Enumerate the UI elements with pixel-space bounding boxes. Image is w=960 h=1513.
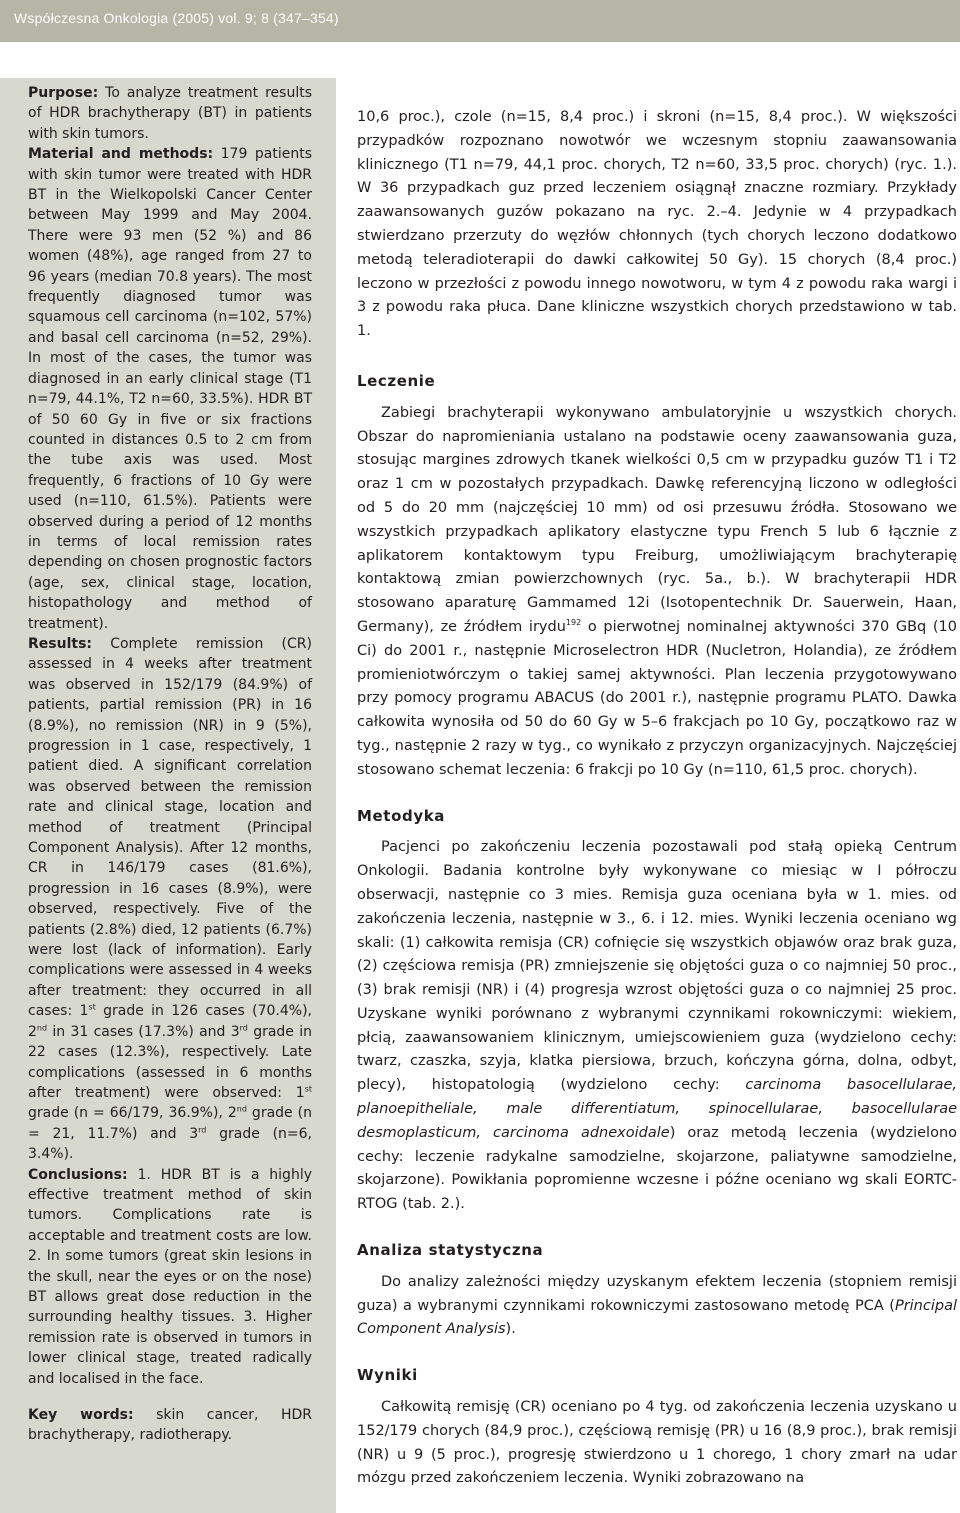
results-text: grade in 126 cases (70.4%), 2 (28, 1003, 312, 1040)
results-text: grade (n=6, 3.4%). (28, 1125, 312, 1163)
section-heading-metodyka: Metodyka (357, 806, 445, 825)
results-text: Complete remission (CR) assessed in 4 weeks after treatment was observed in 152/179 (84.9%) of patients, partial remission (PR) in 16 (8.9%), no remission (NR) in 9 (5%), progression in 1 case, respectively, 1 patient died. A significant correlation was observed between the remission rate and clinical stage, location and method of treatment (Principal Component Analysis). After 12 months, CR in 146/179 cases (81.6%), progression in 16 cases (8.9%), were observed, respectively. Five of the patients (2.8%) died, 12 patients (6.7%) were lost (lack of information). Early complications were assessed in 4 weeks after treatment: they occurred in all cases: 1 (28, 635, 312, 1020)
abstract-column (28, 83, 312, 1446)
wyniki-paragraph: Całkowitą remisję (CR) oceniano po 4 tyg. od zakończenia leczenia uzyskano u 152/179 chorych (84,9 proc.), częściową remisję (PR) u 16 (8,9 proc.), brak remisji (NR) u 9 (5 proc.), progresję stwierdzono u 1 chorego, 1 chory zmarł na udar mózgu przed zakończeniem leczenia. Wyniki zobrazowano na (357, 1399, 957, 1487)
analiza-italic: Principal Component Analysis (357, 1297, 957, 1338)
metodyka-text: ) oraz metodą leczenia (wydzielono cechy: leczenie radykalne samodzielne, skojarzone, paliatywne samodzielne, skojarzone). Powikłania popromienne wczesne i późne oceniano wg skali EORTC-RTOG (tab. 2.). (357, 1124, 958, 1213)
results-text: grade (n = 21, 11.7%) and 3 (28, 1105, 312, 1142)
intro-paragraph: 10,6 proc.), czole (n=15, 8,4 proc.) i skroni (n=15, 8,4 proc.). W większości przypadków rozpoznano nowotwór we wczesnym stopniu zaawansowania klinicznego (T1 n=79, 44,1 proc. chorych, T2 n=60, 33,5 proc. chorych) (ryc. 1.). W 36 przypadkach guz przed leczeniem osiągnął znaczne rozmiary. Przykłady zaawansowanych guzów pokazano na ryc. 2.–4. Jedynie w 4 przypadkach stwierdzano przerzuty do węzłów chłonnych (tych chorych leczono dodatkowo metodą teleradioterapii do dawki całkowitej 50 Gy). 15 chorych (8,4 proc.) leczono w przezłości z powodu innego nowotworu, w tym 4 z powodu raka wargi i 3 z powodu raka płuca. Dane kliniczne wszystkich chorych przedstawiono w tab. 1. (357, 109, 957, 340)
superscript: 192 (565, 618, 582, 628)
abstract-text (28, 83, 312, 1389)
section-heading-analiza: Analiza statystyczna (357, 1241, 544, 1260)
results-text: in 31 cases (17.3%) and 3 (47, 1023, 240, 1040)
section-heading-leczenie: Leczenie (357, 371, 436, 390)
keywords (28, 1405, 312, 1446)
superscript: nd (36, 1023, 48, 1033)
conclusions-text: 1. HDR BT is a highly effective treatment method of skin tumors. Complications rate is acceptable and treatment costs are low. 2. In some tumors (great skin lesions in the skull, near the eyes or on the nose) BT allows great dose reduction in the surrounding healthy tissues. 3. Higher remission rate is observed in tumors in lower clinical stage, treated radically and localised in the face. (28, 1166, 312, 1387)
results-label: Results: (28, 635, 92, 652)
superscript: rd (198, 1125, 207, 1135)
journal-header-bar (0, 0, 960, 42)
analiza-text: ). (505, 1321, 516, 1338)
leczenie-text: o pierwotnej nominalnej aktywności 370 GBq (10 Ci) do 2001 r., następnie Microselectron HDR (Nucletron, Holandia), ze źródłem promieniotwórczym o takiej samej aktywności. Plan leczenia przygotowywano przy pomocy programu ABACUS (do 2001 r.), następnie programu PLATO. Dawka całkowita wynosiła od 50 do 60 Gy w 5–6 frakcjach po 10 Gy, początkowo raz w tyg., następnie 2 razy w tyg., co wynikało z przyczyn organizacyjnych. Najczęściej stosowano schemat leczenia: 6 frakcji po 10 Gy (n=110, 61,5 proc. chorych). (357, 618, 957, 778)
analiza-paragraph (357, 1271, 957, 1342)
purpose-label: Purpose: (28, 85, 99, 101)
materials-label: Material and methods: (28, 146, 214, 163)
results-text: grade (n = 66/179, 36.9%), 2 (28, 1105, 237, 1122)
results-text: grade in 22 cases (12.3%), respectively. Late complications (assessed in 6 months after treatment) were observed: 1 (28, 1023, 312, 1101)
keywords-label: Key words: (28, 1407, 134, 1423)
leczenie-paragraph (357, 402, 957, 783)
section-heading-wyniki: Wyniki (357, 1366, 418, 1385)
purpose-text: To analyze treatment results of HDR brachytherapy (BT) in patients with skin tumors. (28, 85, 312, 142)
journal-citation: Współczesna Onkologia (2005) vol. 9; 8 (347–354) (14, 10, 339, 26)
materials-text: 179 patients with skin tumor were treated with HDR BT in the Wielkopolski Cancer Center between May 1999 and May 2004. There were 93 men (52 %) and 86 women (48%), age ranged from 27 to 96 years (median 70.8 years). The most frequently diagnosed tumor was squamous cell carcinoma (n=102, 57%) and basal cell carcinoma (n=52, 29%). In most of the cases, the tumor was diagnosed in an early clinical stage (T1 n=79, 44.1%, T2 n=60, 33.5%). HDR BT of 50 60 Gy in five or six fractions counted in distances 0.5 to 2 cm from the tube axis was used. Most frequently, 6 fractions of 10 Gy were used (n=110, 61.5%). Patients were observed during a period of 12 months in terms of local remission rates depending on chosen prognostic factors (age, sex, clinical stage, location, histopathology and method of treatment). (28, 146, 312, 632)
leczenie-text: Zabiegi brachyterapii wykonywano ambulatoryjnie u wszystkich chorych. Obszar do napromieniania ustalano na podstawie oceny zaawansowania guza, stosując margines zdrowych tkanek wielkości 0,5 cm w przypadku guzów T1 i T2 oraz 1 cm w pozostałych przypadkach. Dawkę referencyjną liczono w odległości od 5 do 20 mm (najczęściej 10 mm) od osi przesuwu źródła. Stosowano we wszystkich przypadkach aplikatory elastyczne typu French 5 lub 6 łącznie z aplikatorem kontaktowym typu Freiburg, umożliwiającym brachyterapię kontaktową zmian powierzchownych (ryc. 5a., b.). W brachyterapii HDR stosowano aparaturę Gammamed 12i (Isotopentechnik Dr. Sauerwein, Haan, Germany), ze źródłem irydu (357, 404, 957, 635)
main-text-column (357, 106, 957, 1491)
superscript: st (88, 1002, 96, 1012)
analiza-text: Do analizy zależności między uzyskanym efektem leczenia (stopniem remisji guza) a wybranymi czynnikami rokowniczymi zastosowano metodę PCA ( (357, 1273, 957, 1314)
metodyka-italic: carcinoma basocellularae, planoepitheliale, male differentiatum, spinocellularae, basocellularae desmoplasticum, carcinoma adnexoidale (357, 1077, 957, 1141)
superscript: nd (236, 1104, 247, 1114)
conclusions-label: Conclusions: (28, 1166, 128, 1183)
keywords-text: skin cancer, HDR brachytherapy, radiotherapy. (28, 1407, 312, 1444)
superscript: rd (239, 1023, 248, 1033)
metodyka-text: Pacjenci po zakończeniu leczenia pozostawali pod stałą opieką Centrum Onkologii. Badania kontrolne były wykonywane co miesiąc w I półroczu obserwacji, następnie co 3 mies. Remisja guza oceniana była w 1. mies. od zakończenia leczenia, następnie w 3., 6. i 12. mies. Wyniki leczenia oceniano wg skali: (1) całkowita remisja (CR) cofnięcie się wszystkich objawów oraz brak guza, (2) częściowa remisja (PR) zmniejszenie się objętości guza o co najmniej 50 proc., (3) brak remisji (NR) i (4) progresja wzrost objętości guza o co najmniej 25 proc. Uzyskane wyniki porównano z wybranymi czynnikami rokowniczymi: wiekiem, płcią, zaawansowaniem klinicznym, umiejscowieniem guza (wydzielono cechy: twarz, czaszka, szyja, klatka piersiowa, brzuch, kończyna górna, dolna, odbyt, plecy), histopatologią (wydzielono cechy: (357, 839, 957, 1094)
metodyka-paragraph (357, 836, 957, 1217)
superscript: st (304, 1084, 312, 1094)
